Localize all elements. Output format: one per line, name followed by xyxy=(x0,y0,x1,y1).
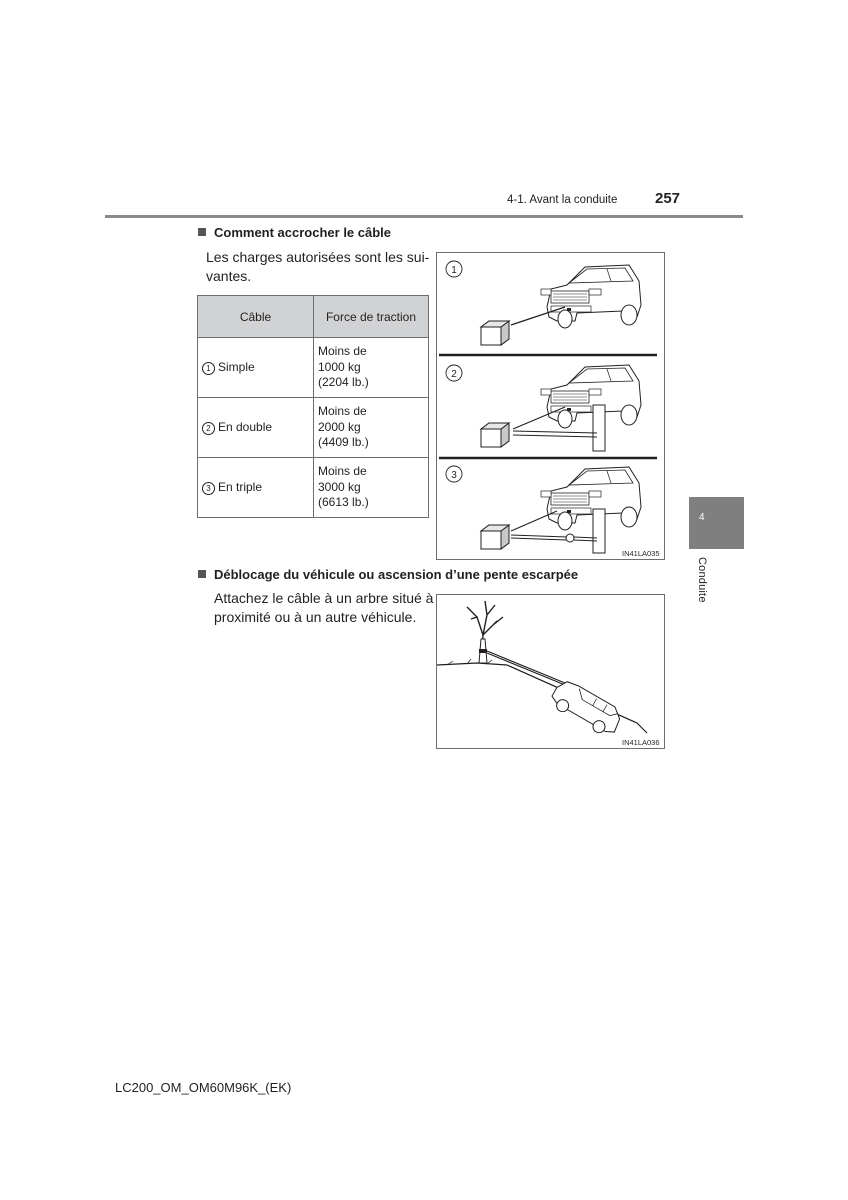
section-heading-cable xyxy=(198,225,391,240)
circled-number-icon: 1 xyxy=(202,362,215,375)
cable-load-table xyxy=(197,295,429,518)
force-line: (4409 lb.) xyxy=(318,435,369,450)
cable-type: En double xyxy=(218,419,273,434)
panel-label-1: 1 xyxy=(451,265,457,276)
figure-code: IN41LA035 xyxy=(622,549,660,558)
panel-2-double-cable xyxy=(446,365,641,451)
force-cell xyxy=(314,338,429,398)
force-line: (2204 lb.) xyxy=(318,375,369,390)
cable-type: Simple xyxy=(218,359,255,374)
cable-type: En triple xyxy=(218,479,263,494)
page-number: 257 xyxy=(655,190,681,207)
circled-number-icon: 2 xyxy=(202,422,215,435)
panel-1-single-cable xyxy=(446,261,641,345)
column-header-force: Force de traction xyxy=(314,296,429,338)
section-intro xyxy=(206,248,429,286)
towing-illustration xyxy=(437,253,664,559)
chapter-tab-number: 4 xyxy=(699,512,705,523)
slope-winching-figure xyxy=(436,594,665,749)
force-line: 2000 kg xyxy=(318,419,361,434)
cable-cell xyxy=(198,398,314,458)
panel-label-3: 3 xyxy=(451,470,457,481)
cable-cell xyxy=(198,338,314,398)
figure-code: IN41LA036 xyxy=(622,738,660,747)
table-header-row xyxy=(198,296,429,338)
document-code: LC200_OM_OM60M96K_(EK) xyxy=(115,1080,292,1095)
section-heading-text: Déblocage du véhicule ou ascension d’une pente escarpée xyxy=(214,567,579,582)
force-line: Moins de xyxy=(318,344,367,359)
force-line: Moins de xyxy=(318,464,367,479)
force-line: 1000 kg xyxy=(318,359,361,374)
force-cell xyxy=(314,458,429,518)
column-header-cable: Câble xyxy=(198,296,314,338)
section-heading-unstuck xyxy=(198,567,578,582)
force-line: 3000 kg xyxy=(318,479,361,494)
panel-label-2: 2 xyxy=(451,369,457,380)
intro-line-1: Les charges autorisées sont les sui- xyxy=(206,249,430,265)
force-line: (6613 lb.) xyxy=(318,495,369,510)
chapter-tab xyxy=(689,497,744,549)
square-bullet-icon xyxy=(198,228,206,236)
intro-line-2: vantes. xyxy=(206,268,252,284)
slope-illustration xyxy=(437,595,664,748)
table-row xyxy=(198,338,429,398)
cable-cell xyxy=(198,458,314,518)
panel-3-triple-cable xyxy=(446,466,641,553)
force-cell xyxy=(314,398,429,458)
circled-number-icon: 3 xyxy=(202,482,215,495)
square-bullet-icon xyxy=(198,570,206,578)
text-line-1: Attachez le câble à un arbre situé à xyxy=(214,590,434,606)
section2-text xyxy=(214,589,433,627)
force-line: Moins de xyxy=(318,404,367,419)
header-section-title: 4-1. Avant la conduite xyxy=(507,194,618,206)
chapter-tab-label: Conduite xyxy=(696,557,708,603)
header-rule xyxy=(105,215,743,218)
cable-configuration-figure xyxy=(436,252,665,560)
text-line-2: proximité ou à un autre véhicule. xyxy=(214,609,417,625)
table-row xyxy=(198,458,429,518)
table-row xyxy=(198,398,429,458)
section-heading-text: Comment accrocher le câble xyxy=(214,225,392,240)
